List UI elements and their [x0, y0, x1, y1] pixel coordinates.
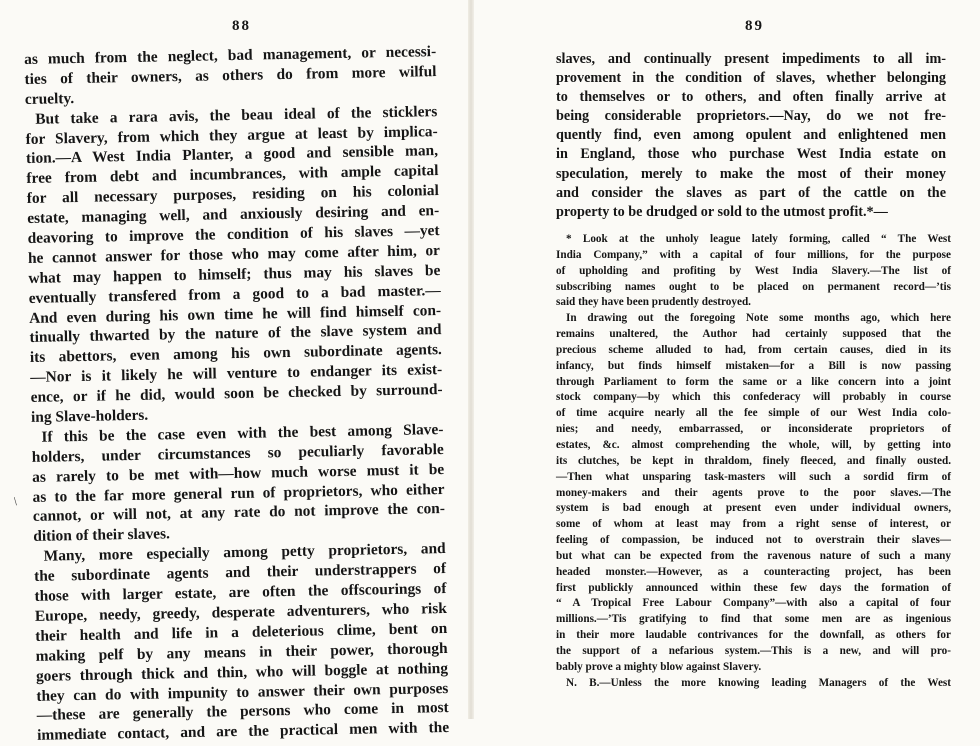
footnote-line: system is bad enough at present even under individual owners,	[556, 502, 951, 515]
footnote-line: India Company,” with a capital of four millions, for the purpose	[556, 248, 951, 261]
text-line: goers through thick and thin, who will boggle at nothing	[35, 659, 449, 685]
right-page	[470, 0, 980, 719]
text-line: and consider the slaves as part of the cattle on the	[556, 184, 946, 201]
footnote-line: money-makers and their agents prove to the poor slaves.—The	[556, 486, 951, 499]
text-line: what may happen to himself; thus may his slaves be	[28, 261, 441, 287]
text-line: And even during his own time he will find himself con-	[28, 301, 442, 327]
body-text	[556, 50, 946, 222]
left-page	[0, 0, 470, 745]
footnote-line: remains unaltered, the Author had certainly supposed that the	[556, 328, 951, 341]
footnote-line: in their more laudable contrivances for the downfall, as others for	[556, 629, 951, 642]
text-line: tinually thwarted by the nature of the slave system and	[29, 321, 442, 347]
footnote-line: stock company—by which this confederacy will probably in course	[556, 391, 951, 404]
footnote-line: said they have been prudently destroyed.	[556, 296, 751, 309]
text-line: slaves, and continually present impediments to all im-	[556, 51, 946, 67]
footnote-line: its clutches, be kept in thraldom, finely fleeced, and finally ousted.	[556, 454, 951, 467]
text-line: their health and life in a deleterious clime, bent on	[35, 619, 448, 645]
page-number: 89	[745, 18, 764, 34]
text-line: ties of their owners, as others do from more wilful	[24, 62, 437, 88]
footnote-line: of time acquire nearly all the fee simple of our West India colo-	[556, 407, 951, 420]
footnote-line: headed monster.—However, as a counteracting project, has been	[556, 565, 951, 578]
text-line: being considerable proprietors.—Nay, do we not fre-	[556, 108, 946, 125]
text-line: But take a rara avis, the beau ideal of the sticklers	[35, 102, 438, 128]
text-line: for all necessary purposes, residing on his colonial	[26, 182, 439, 208]
footnote-line: feeling of compassion, be induced not to overstrain their slaves—	[556, 534, 951, 547]
text-line: eventually transfered from a good to a bad master.—	[28, 281, 441, 307]
footnote	[556, 232, 951, 691]
text-line: provement in the condition of slaves, whether belonging	[556, 70, 946, 87]
text-line: those with larger estate, are often the offscourings of	[34, 580, 447, 605]
footnote-line: precious scheme alluded to had, from certain causes, died in its	[556, 343, 951, 356]
text-line: speculation, merely to make the most of their money	[556, 165, 946, 182]
text-line: he cannot answer for those who may come after him, or	[27, 241, 441, 267]
footnote-line: nies; and needy, embarrassed, or inconsiderate proprietors of	[556, 423, 951, 436]
text-line: quently find, even among opulent and enlightened men	[556, 127, 946, 144]
footnote-line: the support of a nefarious system.—This is a new, and will pro-	[556, 644, 951, 657]
text-line: as rarely to be met with—how much worse must it be	[32, 460, 445, 486]
footnote-line: estates, &c. almost comprehending the whole, will, by getting into	[556, 438, 951, 451]
text-line: If this be the case even with the best among Slave-	[41, 420, 444, 446]
text-line: estate, managing well, and anxiously desiring and en-	[27, 202, 440, 228]
text-line: —Nor is it likely he will venture to endanger its exist-	[30, 361, 443, 387]
text-line: —these are generally the persons who come in most	[36, 699, 449, 725]
text-line: its abettors, even among his own subordinate agents.	[29, 341, 442, 367]
text-line: cannot, or will not, at any rate do not improve the con-	[32, 500, 446, 526]
text-line: ing Slave-holders.	[30, 406, 149, 426]
text-line: making pelf by any means in their power, thorough	[35, 639, 448, 665]
text-line: as to the far more general run of proprietors, who either	[32, 480, 445, 506]
footnote-line: bably prove a mighty blow against Slavery.	[556, 660, 762, 673]
footnote-line: first publickly announced within these few days the formation of	[556, 581, 951, 594]
footnote-line: subscribing names ought to be placed on permanent record—’tis	[556, 280, 951, 293]
footnote-line: infancy, but finds himself mistaken—for a Bill is now passing	[556, 359, 951, 372]
text-line: deavoring to improve the condition of his slaves —yet	[27, 222, 440, 247]
footnote-line: “ A Tropical Free Labour Company”—with also a capital of four	[556, 597, 951, 610]
footnote-line: millions.—’Tis gratifying to find that some men are as ingenious	[556, 613, 951, 626]
text-line: in England, those who purchase West India estate on	[556, 146, 946, 163]
footnote-line: —Then what unsparing task-masters will such a sordid firm of	[556, 470, 951, 483]
text-line: dition of their slaves.	[33, 525, 171, 546]
margin-pencil-mark: /	[10, 494, 21, 508]
footnote-line: but what can be expected from the ravenous nature of such a many	[556, 549, 951, 562]
text-line: tion.—A West India Planter, a good and sensible man,	[25, 142, 439, 168]
footnote-line: * Look at the unholy league lately forming, called “ The West	[566, 233, 951, 245]
text-line: Europe, needy, greedy, desperate adventurers, who risk	[34, 599, 447, 625]
text-line: free from debt and incumbrances, with ample capital	[26, 162, 439, 188]
body-text	[24, 42, 449, 746]
text-line: immediate contact, and are the practical men with the	[37, 719, 450, 745]
text-line: Many, more especially among petty proprietors, and	[43, 540, 446, 565]
text-line: the subordinate agents and their understrappers of	[33, 560, 447, 586]
text-line: ence, or if he did, would soon be checked by surround-	[30, 381, 443, 407]
text-line: they can do with impunity to answer their own purposes	[36, 679, 449, 705]
text-line: cruelty.	[24, 89, 75, 108]
footnote-line: In drawing out the foregoing Note some months ago, which here	[566, 312, 951, 325]
text-line: as much from the neglect, bad management, or necessi-	[24, 43, 437, 68]
page-number: 88	[232, 18, 251, 34]
text-line: to themselves or to others, and often finally arrive at	[556, 89, 946, 106]
footnote-line: N. B.—Unless the more knowing leading Managers of the West	[566, 676, 951, 689]
text-line: holders, under circumstances so peculiarly favorable	[31, 440, 444, 466]
footnote-line: of upholding and profiting by West India Slavery.—The list of	[556, 264, 951, 277]
footnote-line: through Parliament to form the same or a like concern into a joint	[556, 375, 951, 388]
footnote-line: some of whom at least may from a right sense of interest, or	[556, 518, 951, 531]
text-line: for Slavery, from which they argue at least by implica-	[25, 122, 438, 148]
text-line: property to be drudged or sold to the utmost profit.*—	[556, 203, 888, 220]
